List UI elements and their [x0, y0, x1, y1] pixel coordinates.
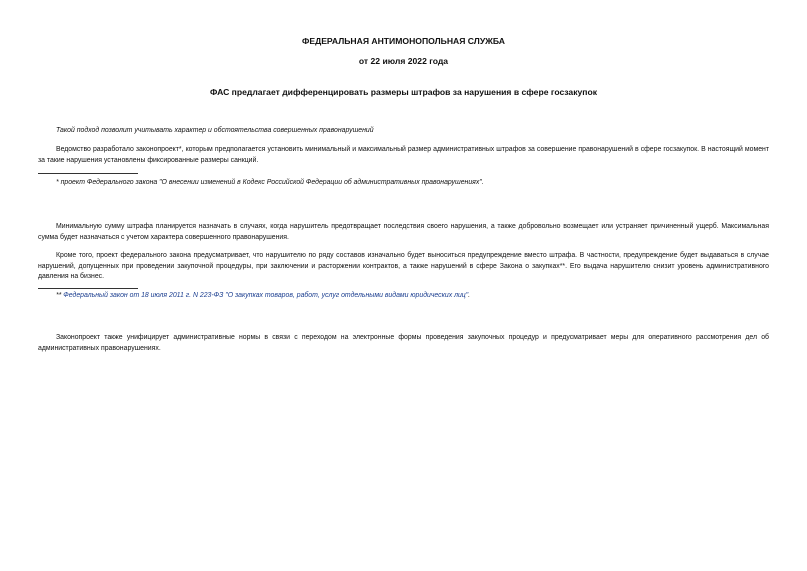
document-date: от 22 июля 2022 года — [358, 56, 449, 66]
footnote-divider-1 — [38, 173, 138, 174]
document-title: ФАС предлагает дифференцировать размеры штрафов за нарушения в сфере госзакупок — [209, 87, 598, 97]
paragraph-4: Законопроект также унифицирует административные нормы в связи с переходом на электронные формы проведения закупочных процедур и предусматривает меры для оперативного рассмотрения дел об административных правонарушениях. — [38, 334, 769, 352]
lead-paragraph: Такой подход позволит учитывать характер и обстоятельства совершенных правонарушений — [56, 127, 374, 134]
footnote-2 — [38, 292, 769, 299]
footnote-2-end: . — [468, 292, 471, 299]
paragraph-2: Минимальную сумму штрафа планируется назначать в случаях, когда нарушитель предотвращает последствия своего нарушения, а также добровольно возмещает или устраняет причиненный ущерб. Максимальная сумма будет назначаться с учетом характера совершенного правонарушения. — [38, 223, 769, 241]
footnote-divider-2 — [38, 288, 138, 289]
organization-heading: ФЕДЕРАЛЬНАЯ АНТИМОНОПОЛЬНАЯ СЛУЖБА — [302, 36, 505, 46]
footnote-2-mark: ** — [56, 292, 64, 299]
footnote-1: * проект Федерального закона "О внесении изменений в Кодекс Российской Федерации об административных правонарушениях". — [56, 179, 484, 186]
paragraph-1: Ведомство разработало законопроект*, которым предполагается установить минимальный и максимальный размер административных штрафов за совершение правонарушений в сфере госзакупок. В настоящий момент за такие нарушения установлены фиксированные размеры санкций. — [38, 146, 769, 164]
footnote-2-law-link[interactable]: Федеральный закон от 18 июля 2011 г. N 223-ФЗ "О закупках товаров, работ, услуг отдельными видами юридических лиц" — [63, 292, 469, 299]
paragraph-3: Кроме того, проект федерального закона предусматривает, что нарушителю по ряду составов изначально будет выноситься предупреждение вместо штрафа. В частности, предупреждение будет выдаваться в случае нарушений, допущенных при проведении закупочной процедуры, при заключении и расторжении контрактов, а также нарушений в сфере Закона о закупках**. Его выдача нарушителю снизит уровень административного давления на бизнес. — [38, 252, 769, 281]
